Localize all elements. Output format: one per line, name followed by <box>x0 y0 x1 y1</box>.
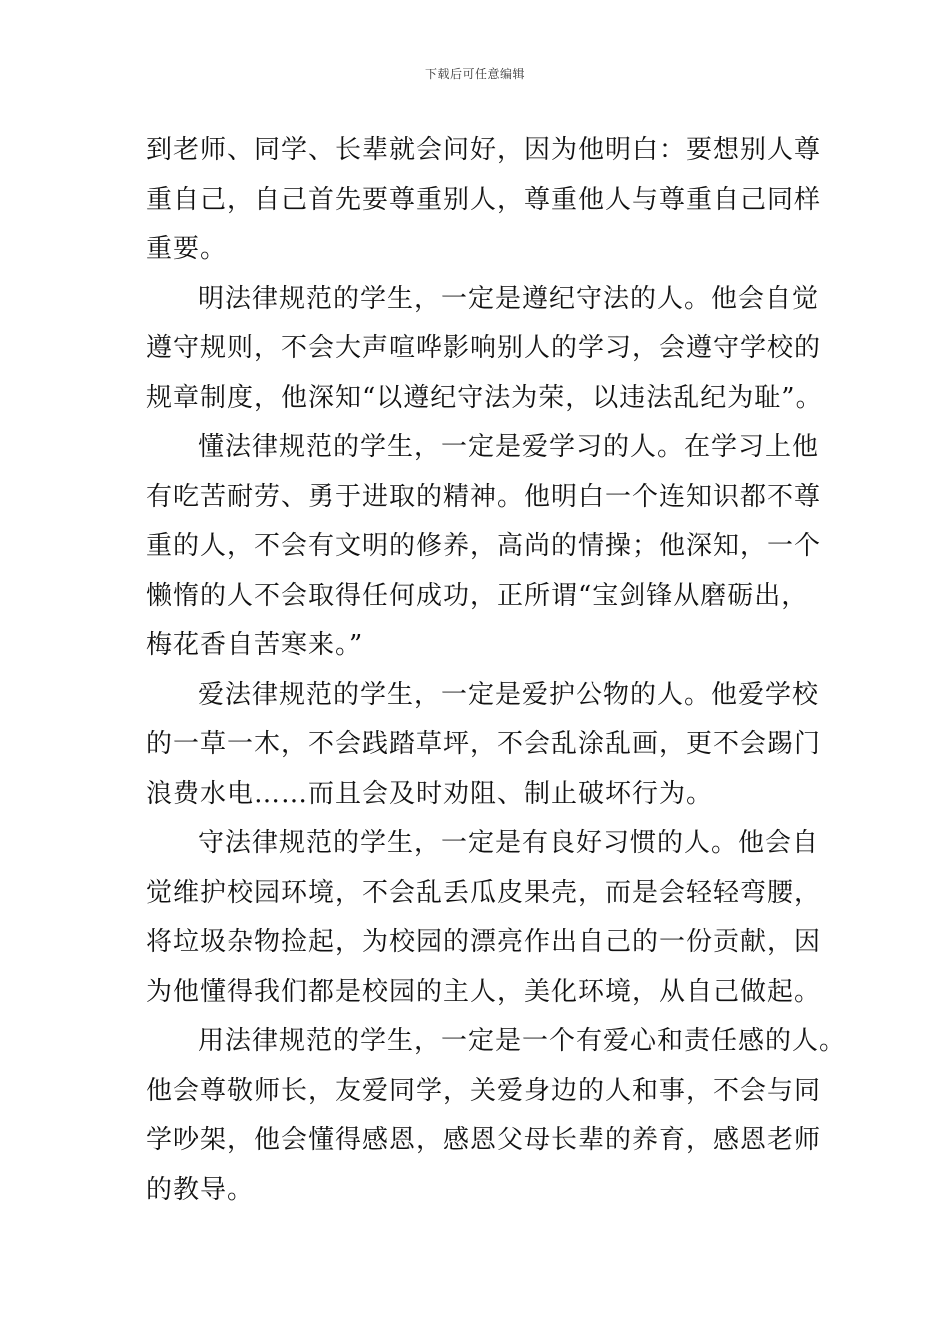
text-line: 到老师、同学、长辈就会问好，因为他明白：要想别人尊 <box>146 135 822 165</box>
text-line: 重自己，自己首先要尊重别人，尊重他人与尊重自己同样 <box>146 184 822 215</box>
text-line: 的教导。 <box>146 1174 255 1205</box>
text-line: 的一草一木，不会践踏草坪，不会乱涂乱画，更不会踢门 <box>146 729 822 759</box>
text-line: 觉维护校园环境，不会乱丢瓜皮果壳，而是会轻轻弯腰， <box>146 877 822 908</box>
text-line: 规章制度，他深知“以遵纪守法为荣，以违法乱纪为耻”。 <box>146 382 823 413</box>
paragraph-2 <box>146 275 826 424</box>
text-line: 用法律规范的学生，一定是一个有爱心和责任感的人。 <box>198 1026 847 1056</box>
document-body <box>146 126 847 1215</box>
paragraph-1 <box>146 126 826 275</box>
text-line: 懒惰的人不会取得任何成功，正所谓“宝剑锋从磨砺出， <box>146 580 809 611</box>
page-header: 下载后可任意编辑 <box>424 67 525 81</box>
text-line: 他会尊敬师长，友爱同学，关爱身边的人和事，不会与同 <box>146 1075 822 1106</box>
paragraph-6 <box>146 1017 847 1215</box>
text-line: 为他懂得我们都是校园的主人，美化环境，从自己做起。 <box>146 976 822 1007</box>
text-line: 懂法律规范的学生，一定是爱学习的人。在学习上他 <box>198 432 820 462</box>
text-line: 重要。 <box>146 234 228 264</box>
text-line: 浪费水电……而且会及时劝阻、制止破坏行为。 <box>146 778 714 809</box>
paragraph-3 <box>146 423 826 671</box>
text-line: 守法律规范的学生，一定是有良好习惯的人。他会自 <box>198 828 820 858</box>
paragraph-4 <box>146 671 826 820</box>
text-line: 学吵架，他会懂得感恩，感恩父母长辈的养育，感恩老师 <box>146 1125 822 1155</box>
text-line: 明法律规范的学生，一定是遵纪守法的人。他会自觉 <box>198 283 820 314</box>
text-line: 梅花香自苦寒来。” <box>146 630 364 660</box>
text-line: 有吃苦耐劳、勇于进取的精神。他明白一个连知识都不尊 <box>146 481 822 512</box>
text-line: 重的人，不会有文明的修养，高尚的情操；他深知，一个 <box>146 531 822 561</box>
text-line: 将垃圾杂物捡起，为校园的漂亮作出自己的一份贡献，因 <box>146 927 822 957</box>
text-line: 爱法律规范的学生，一定是爱护公物的人。他爱学校 <box>198 679 820 710</box>
paragraph-5 <box>146 819 826 1017</box>
text-line: 遵守规则，不会大声喧哗影响别人的学习，会遵守学校的 <box>146 333 822 363</box>
